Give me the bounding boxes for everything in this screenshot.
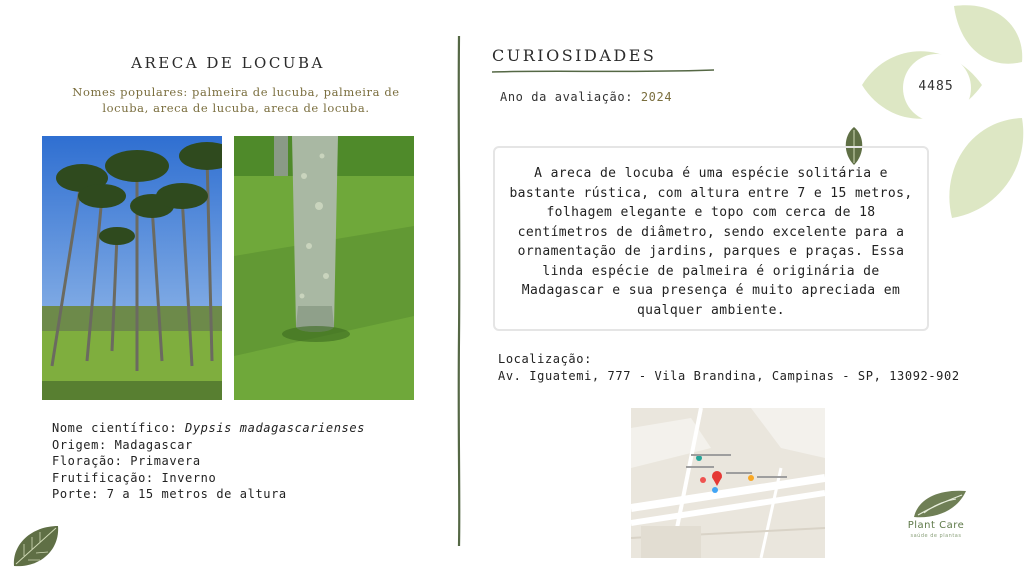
fruiting-line: Frutificação: Inverno	[52, 470, 217, 485]
plant-facts	[52, 420, 365, 503]
size-line: Porte: 7 a 15 metros de altura	[52, 487, 287, 501]
description-text: A areca de locuba é uma espécie solitária e bastante rústica, com altura entre 7 e 15 metros, folhagem elegante e topo com cerca de 18 centímetros de diâmetro, sendo excelente para a ornamentação de jardins, parques e praças. Essa linda espécie de palmeira é originária de Madagascar e sua presença é muito apreciada em qualquer ambiente.	[509, 166, 913, 318]
popular-names: Nomes populares: palmeira de lucuba, palmeira de locuba, areca de lucuba, areca de locuba.	[72, 85, 400, 115]
logo-name: Plant Care	[907, 520, 965, 531]
location-label: Localização:	[498, 352, 592, 366]
location-address: Av. Iguatemi, 777 - Vila Brandina, Campinas - SP, 13092-902	[498, 369, 960, 383]
year-value: 2024	[640, 90, 673, 104]
plant-care-logo-icon	[912, 487, 968, 519]
palm-trunk-photo	[234, 136, 414, 400]
vertical-divider	[455, 36, 463, 546]
title-underline	[492, 68, 714, 74]
curiosidades-title: CURIOSIDADES	[492, 46, 657, 65]
evaluation-year: Ano da avaliação: 2024	[500, 90, 673, 104]
scientific-name: Dypsis madagascarienses	[185, 421, 365, 435]
logo-tagline: saúde de plantas	[910, 533, 962, 539]
scientific-name-line: Nome científico: Dypsis madagascarienses	[52, 421, 365, 435]
plant-title: ARECA DE LOCUBA	[131, 54, 325, 72]
location-map[interactable]	[631, 408, 825, 558]
flowering-line: Floração: Primavera	[52, 454, 201, 468]
decorative-leaf-bottom-left	[10, 522, 62, 570]
palm-trees-photo	[42, 136, 222, 400]
origin-line: Origem: Madagascar	[52, 437, 193, 452]
description-box	[493, 146, 929, 331]
evaluation-number-badge: 4485	[918, 79, 954, 94]
